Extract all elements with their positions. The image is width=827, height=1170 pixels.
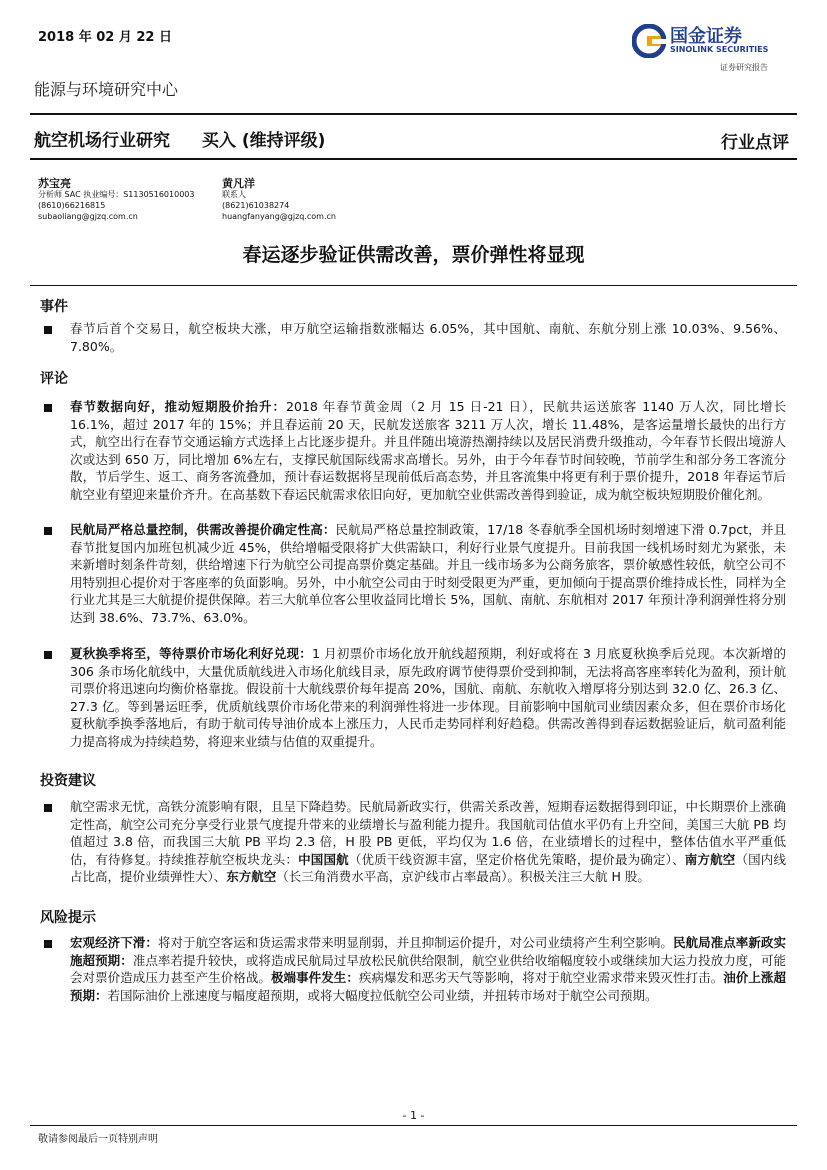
analyst-phone: (8610)66216815 [38,201,106,210]
stock-pick-1: 中国国航 [298,851,349,867]
page-number: - 1 - [402,1109,425,1122]
paragraph-text: （长三角消费水平高，京沪线市占率最高）。积极关注三大航 H 股。 [276,869,650,885]
analyst-role: 分析师 SAC 执业编号：S1130516010003 [38,190,195,199]
bullet-icon [44,527,52,535]
bullet-icon [44,404,52,412]
company-logo [632,22,792,82]
paragraph-lead: 春节数据向好，推动短期股价抬升： [70,399,287,414]
report-category: 证券研究报告 [720,63,768,72]
risk-lead-3: 极端事件发生： [270,970,359,986]
paragraph-text: 将对于航空客运和货运需求带来明显削弱，并且抑制运价提升，对公司业绩将产生利空影响。 [157,935,673,950]
report-date: 2018 年 02 月 22 日 [38,30,172,45]
section-heading-risk: 风险提示 [40,910,96,926]
section-heading-event: 事件 [40,299,68,315]
paragraph-text: 2018 年春节黄金周（2 月 15 日-21 日），民航共运送旅客 1140 万人次，同比增长 16.1%，超过 2017 年的 15%；并且春运前 20 天，民航发送旅客 3211 万人次，增长 11.48%，是客运量增长最快的出行方式，航空出行在春节交通运输方式选择上占比逐步提升。并且伴随出境游热潮持续以及居民消费升级推动，今年春节长假出境游人次或达到 650 万，同比增加 6%左右，支撑民航国际线需求高增长。另外，由于今年春节时间较晚，节前学生和部分务工客流分散，节后学生、返工、商务客流叠加，预计春运数据将呈现前低后高态势，并且客流集中将更有利于票价提升，2018 年春运节后航空业有望迎来量价齐升。在高基数下春运民航需求依旧向好，更加航空业供需改善得到验证，成为航空板块短期股价催化剂。 [70,399,786,502]
logo-cn-text: 国金证券 [670,26,742,47]
logo-en-text: SINOLINK SECURITIES [670,45,769,54]
risk-lead-2: 民航局准点率新政实施超预期： [70,935,786,968]
bullet-icon [44,326,52,334]
headline-rule [30,285,797,286]
analyst-role: 联系人 [222,190,246,199]
paragraph-text: 若国际油价上涨速度与幅度超预期，或将大幅度拉低航空公司业绩，并扭转市场对于航空公司预期。 [107,987,658,1003]
report-type: 行业点评 [721,133,789,153]
research-center: 能源与环境研究中心 [34,80,179,99]
stock-pick-3: 东方航空 [226,869,277,885]
paragraph-text: （国内线占比高，提价业绩弹性大）、 [70,851,786,885]
paragraph-text: 民航局严格总量控制政策，17/18 冬春航季全国机场时刻增速下滑 0.7pct，并且春节批复国内加班包机减少近 45%，供给增幅受限将扩大供需缺口，利好行业景气度提升。目前我国一线机场时刻尤为紧张，未来新增时刻条件苛刻，供给增速下行为航空公司提高票价奠定基础。并且一线市场多为公商务旅客，票价敏感性较低，航空公司不用特别担心提价对于客座率的负面影响。另外，中小航空公司由于时刻受限更为严重，更加倾向于提高票价维持成长性，同样为全行业尤其是三大航提价提供保障。若三大航单位客公里收益同比增长 5%，国航、南航、东航相对 2017 年预计净利润弹性将分别达到 38.6%、73.7%、63.0%。 [70,522,786,625]
paragraph-lead: 民航局严格总量控制，供需改善提价确定性高： [70,522,336,537]
logo-mark-icon [632,24,666,58]
analyst-phone: (8621)61038274 [222,201,290,210]
title-rule [30,158,797,160]
disclaimer-note: 敬请参阅最后一页特别声明 [38,1134,158,1145]
analyst-email[interactable]: subaoliang@gjzq.com.cn [38,212,138,221]
industry-title: 航空机场行业研究 [34,131,170,151]
event-paragraph: 春节后首个交易日，航空板块大涨，申万航空运输指数涨幅达 6.05%，其中国航、南航、东航分别上涨 10.03%、9.56%、7.80%。 [70,321,786,354]
analyst-email[interactable]: huangfanyang@gjzq.com.cn [222,212,336,221]
rating: 买入 (维持评级) [201,131,326,151]
stock-pick-2: 南方航空 [684,851,736,867]
title-bar [34,126,351,151]
risk-lead-1: 宏观经济下滑： [70,935,158,950]
comment-paragraph-3 [70,645,786,751]
analyst-1 [38,178,194,222]
paragraph-text: 疾病爆发和恶劣天气等影响，将对于航空业需求带来毁灭性打击。 [358,970,724,986]
risk-paragraph [70,934,786,1004]
section-heading-advice: 投资建议 [40,773,96,789]
bullet-icon [44,651,52,659]
paragraph-lead: 夏秋换季将至，等待票价市场化利好兑现： [70,646,312,661]
comment-paragraph-1 [70,398,786,504]
analyst-name: 黄凡洋 [222,177,255,190]
advice-paragraph [70,798,786,886]
comment-paragraph-2 [70,521,786,627]
top-rule [30,113,797,115]
paragraph-text: （优质干线资源丰富，坚定价格优先策略，提价最为确定）、 [348,851,685,867]
paragraph-text: 1 月初票价市场化放开航线超预期，利好或将在 3 月底夏秋换季后兑现。本次新增的 306 条市场化航线中，大量优质航线进入市场化航线目录，原先政府调节使得票价受到抑制，无法将高客座率转化为盈利，预计航司票价将迅速向均衡价格靠拢。假设前十大航线票价每年提高 20%，国航、南航、东航收入增厚将分别达到 32.0 亿、26.3 亿、27.3 亿。等到暑运旺季，优质航线票价市场化带来的利润弹性将进一步体现。目前影响中国航司业绩因素众多，但在票价市场化夏秋航季换季落地后，有助于航司传导油价成本上涨压力，人民币走势同样利好趋稳。供需改善得到春运数据验证后，航司盈利能力提高将成为持续趋势，将迎来业绩与估值的双重提升。 [70,646,786,749]
footer-rule [30,1125,797,1126]
paragraph-text: 航空需求无忧，高铁分流影响有限，且呈下降趋势。民航局新政实行，供需关系改善，短期春运数据得到印证，中长期票价上涨确定性高，航空公司充分享受行业景气度提升带来的业绩增长与盈利能力提升。我国航司估值水平仍有上升空间，美国三大航 PB 均值超过 3.8 倍，而我国三大航 PB 平均 2.3 倍，H 股 PB 更低，平均仅为 1.6 倍，在业绩增长的过程中，整体估值水平严重低估，有待修复。持续推荐航空板块龙头： [70,799,786,867]
report-headline: 春运逐步验证供需改善，票价弹性将显现 [242,244,585,266]
bullet-icon [44,940,52,948]
bullet-icon [44,804,52,812]
analyst-2 [222,178,336,222]
risk-lead-4: 油价上涨超预期： [70,970,786,1003]
analyst-name: 苏宝亮 [38,177,71,190]
section-heading-comment: 评论 [40,371,68,387]
paragraph-text: 准点率若提升较快，或将造成民航局过早放松民航供给限制，航空业供给收缩幅度较小或继续加大运力投放力度，可能会对票价造成压力甚至产生价格战。 [70,952,786,986]
